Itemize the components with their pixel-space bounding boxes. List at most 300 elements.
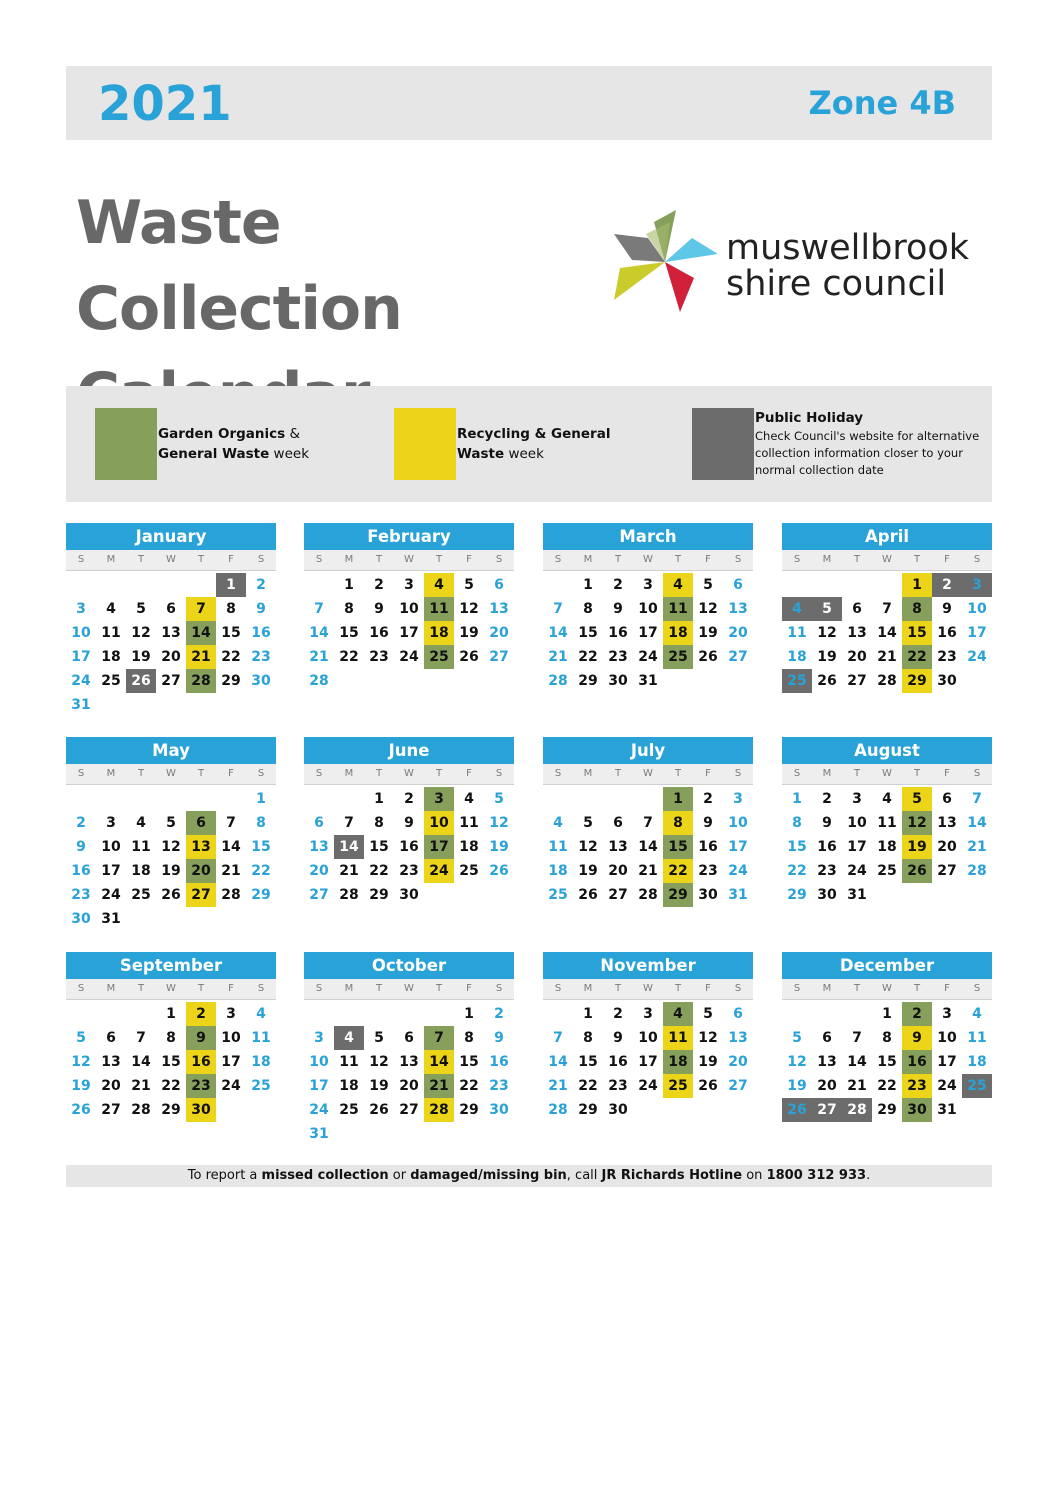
weekday-header	[304, 764, 514, 785]
day-cell: 23	[902, 1074, 932, 1098]
day-cell: 9	[703, 815, 713, 831]
weekday-label: T	[197, 554, 205, 565]
weekday-label: T	[913, 768, 921, 779]
weekday-label: S	[554, 983, 562, 994]
day-cell: 24	[71, 673, 91, 689]
weekday-label: W	[404, 983, 414, 994]
weekday-label: M	[822, 768, 832, 779]
day-cell: 24	[967, 649, 987, 665]
day-grid	[66, 1002, 276, 1122]
month-title: March	[543, 523, 753, 550]
day-cell: 21	[221, 863, 241, 879]
day-cell: 12	[489, 815, 509, 831]
day-cell: 13	[101, 1054, 121, 1070]
day-cell: 29	[251, 887, 271, 903]
weekday-label: T	[614, 554, 622, 565]
day-cell: 6	[733, 1006, 743, 1022]
day-cell: 18	[787, 649, 807, 665]
day-cell: 8	[374, 815, 384, 831]
weekday-label: M	[583, 554, 593, 565]
day-cell: 16	[902, 1050, 932, 1074]
weekday-header	[543, 979, 753, 1000]
month-june	[304, 737, 514, 907]
weekday-label: M	[822, 554, 832, 565]
weekday-header	[304, 979, 514, 1000]
day-cell: 14	[847, 1054, 867, 1070]
day-cell: 23	[817, 863, 837, 879]
day-cell: 26	[698, 649, 718, 665]
day-cell: 28	[877, 673, 897, 689]
day-cell: 28	[221, 887, 241, 903]
day-cell: 21	[548, 1078, 568, 1094]
day-cell: 24	[638, 649, 658, 665]
day-cell: 8	[256, 815, 266, 831]
weekday-label: W	[404, 768, 414, 779]
day-cell: 30	[71, 911, 91, 927]
day-cell: 3	[424, 787, 454, 811]
empty-cell	[872, 573, 902, 597]
day-cell: 6	[186, 811, 216, 835]
day-cell: 7	[344, 815, 354, 831]
day-cell: 2	[494, 1006, 504, 1022]
day-cell: 4	[136, 815, 146, 831]
day-cell: 11	[548, 839, 568, 855]
top-banner	[66, 66, 992, 140]
month-title: February	[304, 523, 514, 550]
day-cell: 20	[309, 863, 329, 879]
day-cell: 27	[728, 1078, 748, 1094]
weekday-label: F	[705, 768, 711, 779]
weekday-label: S	[495, 983, 503, 994]
day-cell: 4	[663, 1002, 693, 1026]
day-cell: 30	[902, 1098, 932, 1122]
day-cell: 31	[847, 887, 867, 903]
day-cell: 29	[459, 1102, 479, 1118]
day-cell: 23	[489, 1078, 509, 1094]
day-cell: 11	[967, 1030, 987, 1046]
day-cell: 6	[404, 1030, 414, 1046]
day-cell: 20	[937, 839, 957, 855]
day-cell: 18	[459, 839, 479, 855]
day-cell: 13	[489, 601, 509, 617]
weekday-header	[782, 979, 992, 1000]
day-cell: 20	[489, 625, 509, 641]
weekday-label: W	[643, 554, 653, 565]
month-title: October	[304, 952, 514, 979]
day-cell: 16	[71, 863, 91, 879]
day-cell: 3	[643, 1006, 653, 1022]
day-cell: 29	[902, 669, 932, 693]
day-cell: 30	[489, 1102, 509, 1118]
day-cell: 28	[638, 887, 658, 903]
weekday-label: S	[973, 983, 981, 994]
weekday-label: M	[344, 768, 354, 779]
day-cell: 26	[161, 887, 181, 903]
empty-cell	[364, 1002, 394, 1026]
day-cell: 14	[309, 625, 329, 641]
empty-cell	[603, 787, 633, 811]
day-cell: 2	[703, 791, 713, 807]
day-cell: 20	[101, 1078, 121, 1094]
weekday-label: S	[734, 554, 742, 565]
day-cell: 22	[578, 649, 598, 665]
day-cell: 29	[877, 1102, 897, 1118]
weekday-label: W	[166, 983, 176, 994]
day-cell: 27	[309, 887, 329, 903]
day-cell: 16	[608, 625, 628, 641]
logo-line-1: muswellbrook	[726, 228, 970, 268]
day-cell: 18	[548, 863, 568, 879]
weekday-header	[66, 979, 276, 1000]
empty-cell	[633, 787, 663, 811]
day-cell: 16	[251, 625, 271, 641]
day-cell: 31	[937, 1102, 957, 1118]
day-cell: 8	[882, 1030, 892, 1046]
day-cell: 19	[902, 835, 932, 859]
weekday-label: T	[197, 768, 205, 779]
day-cell: 13	[161, 625, 181, 641]
day-cell: 16	[369, 625, 389, 641]
day-cell: 13	[309, 839, 329, 855]
weekday-label: W	[166, 554, 176, 565]
day-grid	[543, 573, 753, 693]
day-cell: 2	[186, 1002, 216, 1026]
day-cell: 13	[847, 625, 867, 641]
day-cell: 29	[369, 887, 389, 903]
year-label: 2021	[98, 76, 232, 132]
day-cell: 1	[464, 1006, 474, 1022]
weekday-label: S	[495, 768, 503, 779]
weekday-label: M	[583, 768, 593, 779]
day-cell: 3	[404, 577, 414, 593]
day-cell: 25	[877, 863, 897, 879]
weekday-label: M	[106, 768, 116, 779]
day-cell: 11	[339, 1054, 359, 1070]
empty-cell	[186, 787, 216, 811]
holiday-swatch	[692, 408, 754, 480]
day-cell: 2	[613, 1006, 623, 1022]
day-cell: 9	[822, 815, 832, 831]
day-cell: 25	[459, 863, 479, 879]
weekday-label: W	[404, 554, 414, 565]
day-cell: 19	[489, 839, 509, 855]
empty-cell	[842, 573, 872, 597]
day-cell: 29	[221, 673, 241, 689]
weekday-label: F	[466, 768, 472, 779]
empty-cell	[126, 787, 156, 811]
weekday-label: W	[643, 768, 653, 779]
day-cell: 7	[852, 1030, 862, 1046]
day-cell: 7	[136, 1030, 146, 1046]
day-cell: 25	[251, 1078, 271, 1094]
day-cell: 13	[399, 1054, 419, 1070]
day-cell: 15	[578, 625, 598, 641]
day-cell: 19	[71, 1078, 91, 1094]
day-cell: 19	[817, 649, 837, 665]
day-cell: 9	[942, 601, 952, 617]
month-may	[66, 737, 276, 931]
day-grid	[782, 787, 992, 907]
day-cell: 1	[216, 573, 246, 597]
day-cell: 10	[424, 811, 454, 835]
day-cell: 24	[309, 1102, 329, 1118]
day-cell: 12	[131, 625, 151, 641]
month-title: July	[543, 737, 753, 764]
weekday-label: S	[315, 983, 323, 994]
day-cell: 21	[424, 1074, 454, 1098]
day-cell: 15	[161, 1054, 181, 1070]
empty-cell	[543, 1002, 573, 1026]
day-cell: 22	[902, 645, 932, 669]
day-cell: 19	[131, 649, 151, 665]
day-cell: 26	[459, 649, 479, 665]
legend	[66, 386, 992, 502]
day-cell: 3	[226, 1006, 236, 1022]
day-cell: 15	[369, 839, 389, 855]
empty-cell	[812, 573, 842, 597]
month-april	[782, 523, 992, 693]
council-logo	[610, 208, 990, 316]
day-cell: 17	[847, 839, 867, 855]
day-cell: 28	[339, 887, 359, 903]
weekday-header	[66, 764, 276, 785]
day-cell: 25	[424, 645, 454, 669]
day-cell: 14	[548, 625, 568, 641]
day-cell: 28	[548, 1102, 568, 1118]
footer-hotline: To report a missed collection or damaged/missing bin, call JR Richards Hotline on 1800 312 933.	[66, 1165, 992, 1187]
day-cell: 15	[251, 839, 271, 855]
weekday-label: T	[913, 983, 921, 994]
weekday-label: M	[106, 983, 116, 994]
day-cell: 7	[643, 815, 653, 831]
day-cell: 10	[309, 1054, 329, 1070]
day-cell: 14	[131, 1054, 151, 1070]
month-title: November	[543, 952, 753, 979]
day-cell: 20	[847, 649, 867, 665]
holiday-legend-text: Public Holiday Check Council's website for alternative collection information closer to your normal collection date	[755, 410, 980, 477]
day-cell: 3	[942, 1006, 952, 1022]
day-cell: 7	[553, 601, 563, 617]
day-cell: 17	[309, 1078, 329, 1094]
day-cell: 2	[902, 1002, 932, 1026]
weekday-label: F	[228, 768, 234, 779]
day-cell: 21	[638, 863, 658, 879]
day-cell: 3	[733, 791, 743, 807]
weekday-label: F	[466, 983, 472, 994]
day-cell: 13	[728, 601, 748, 617]
empty-cell	[543, 787, 573, 811]
recycling-legend-text: Recycling & General Waste week	[457, 426, 611, 462]
day-cell: 15	[877, 1054, 897, 1070]
logo-line-2: shire council	[726, 264, 947, 304]
day-cell: 30	[186, 1098, 216, 1122]
weekday-label: T	[137, 554, 145, 565]
weekday-label: M	[583, 983, 593, 994]
day-cell: 1	[583, 1006, 593, 1022]
day-cell: 21	[847, 1078, 867, 1094]
day-cell: 12	[71, 1054, 91, 1070]
day-cell: 10	[728, 815, 748, 831]
day-cell: 30	[251, 673, 271, 689]
day-cell: 25	[962, 1074, 992, 1098]
day-cell: 3	[852, 791, 862, 807]
weekday-label: T	[137, 983, 145, 994]
weekday-label: T	[375, 554, 383, 565]
day-cell: 17	[399, 625, 419, 641]
day-cell: 5	[136, 601, 146, 617]
day-cell: 20	[817, 1078, 837, 1094]
day-cell: 4	[663, 573, 693, 597]
day-cell: 19	[369, 1078, 389, 1094]
day-grid	[543, 787, 753, 907]
weekday-label: S	[495, 554, 503, 565]
day-cell: 4	[972, 1006, 982, 1022]
weekday-label: T	[435, 554, 443, 565]
day-cell: 21	[309, 649, 329, 665]
weekday-label: F	[944, 983, 950, 994]
empty-cell	[96, 573, 126, 597]
day-cell: 14	[548, 1054, 568, 1070]
recycling-swatch	[394, 408, 456, 480]
day-cell: 9	[404, 815, 414, 831]
zone-label: Zone 4B	[808, 84, 956, 122]
day-cell: 3	[76, 601, 86, 617]
day-cell: 12	[817, 625, 837, 641]
day-cell: 15	[902, 621, 932, 645]
empty-cell	[782, 573, 812, 597]
day-cell: 10	[399, 601, 419, 617]
day-cell: 22	[578, 1078, 598, 1094]
day-cell: 15	[339, 625, 359, 641]
day-cell: 10	[221, 1030, 241, 1046]
day-cell: 23	[698, 863, 718, 879]
weekday-header	[543, 550, 753, 571]
day-cell: 10	[101, 839, 121, 855]
day-cell: 2	[613, 577, 623, 593]
weekday-label: S	[315, 554, 323, 565]
day-cell: 30	[608, 673, 628, 689]
day-cell: 18	[131, 863, 151, 879]
day-cell: 1	[344, 577, 354, 593]
weekday-label: T	[674, 768, 682, 779]
weekday-label: S	[77, 983, 85, 994]
day-cell: 30	[817, 887, 837, 903]
day-cell: 29	[161, 1102, 181, 1118]
day-cell: 23	[399, 863, 419, 879]
logo-text	[726, 230, 969, 302]
day-cell: 4	[464, 791, 474, 807]
day-cell: 4	[424, 573, 454, 597]
day-cell: 19	[698, 625, 718, 641]
day-cell: 5	[703, 577, 713, 593]
day-cell: 26	[782, 1098, 812, 1122]
weekday-label: M	[344, 983, 354, 994]
day-cell: 23	[71, 887, 91, 903]
day-cell: 5	[703, 1006, 713, 1022]
day-grid	[304, 573, 514, 693]
month-february	[304, 523, 514, 693]
day-cell: 15	[221, 625, 241, 641]
day-cell: 17	[728, 839, 748, 855]
day-cell: 11	[787, 625, 807, 641]
day-cell: 18	[967, 1054, 987, 1070]
day-cell: 5	[902, 787, 932, 811]
day-cell: 17	[638, 625, 658, 641]
day-cell: 28	[424, 1098, 454, 1122]
weekday-label: W	[882, 554, 892, 565]
day-cell: 17	[937, 1054, 957, 1070]
day-cell: 13	[728, 1030, 748, 1046]
day-cell: 19	[459, 625, 479, 641]
day-cell: 11	[663, 1026, 693, 1050]
day-cell: 20	[161, 649, 181, 665]
day-cell: 25	[101, 673, 121, 689]
empty-cell	[543, 573, 573, 597]
day-cell: 3	[643, 577, 653, 593]
empty-cell	[96, 1002, 126, 1026]
weekday-label: T	[674, 554, 682, 565]
day-cell: 6	[613, 815, 623, 831]
empty-cell	[126, 573, 156, 597]
weekday-label: F	[466, 554, 472, 565]
day-cell: 22	[459, 1078, 479, 1094]
day-cell: 1	[583, 577, 593, 593]
day-cell: 11	[877, 815, 897, 831]
weekday-label: F	[228, 554, 234, 565]
month-december	[782, 952, 992, 1122]
day-cell: 24	[638, 1078, 658, 1094]
weekday-label: S	[793, 768, 801, 779]
weekday-label: S	[554, 554, 562, 565]
day-cell: 31	[101, 911, 121, 927]
day-cell: 14	[424, 1050, 454, 1074]
empty-cell	[186, 573, 216, 597]
empty-cell	[573, 787, 603, 811]
day-cell: 6	[822, 1030, 832, 1046]
garden-legend-text: Garden Organics & General Waste week	[158, 426, 310, 462]
weekday-label: T	[614, 768, 622, 779]
day-cell: 2	[374, 577, 384, 593]
month-march	[543, 523, 753, 693]
day-cell: 11	[251, 1030, 271, 1046]
day-cell: 14	[186, 621, 216, 645]
day-cell: 31	[638, 673, 658, 689]
empty-cell	[66, 573, 96, 597]
day-cell: 8	[583, 601, 593, 617]
day-cell: 1	[374, 791, 384, 807]
month-january	[66, 523, 276, 717]
day-cell: 25	[663, 1074, 693, 1098]
weekday-label: S	[793, 983, 801, 994]
day-cell: 7	[553, 1030, 563, 1046]
day-cell: 30	[399, 887, 419, 903]
day-cell: 15	[578, 1054, 598, 1070]
day-cell: 1	[256, 791, 266, 807]
month-title: December	[782, 952, 992, 979]
day-cell: 12	[578, 839, 598, 855]
day-cell: 17	[221, 1054, 241, 1070]
day-cell: 7	[186, 597, 216, 621]
day-cell: 10	[71, 625, 91, 641]
day-cell: 5	[76, 1030, 86, 1046]
empty-cell	[156, 573, 186, 597]
day-cell: 29	[578, 673, 598, 689]
day-cell: 6	[852, 601, 862, 617]
day-cell: 13	[817, 1054, 837, 1070]
day-cell: 21	[548, 649, 568, 665]
month-title: June	[304, 737, 514, 764]
day-cell: 30	[698, 887, 718, 903]
